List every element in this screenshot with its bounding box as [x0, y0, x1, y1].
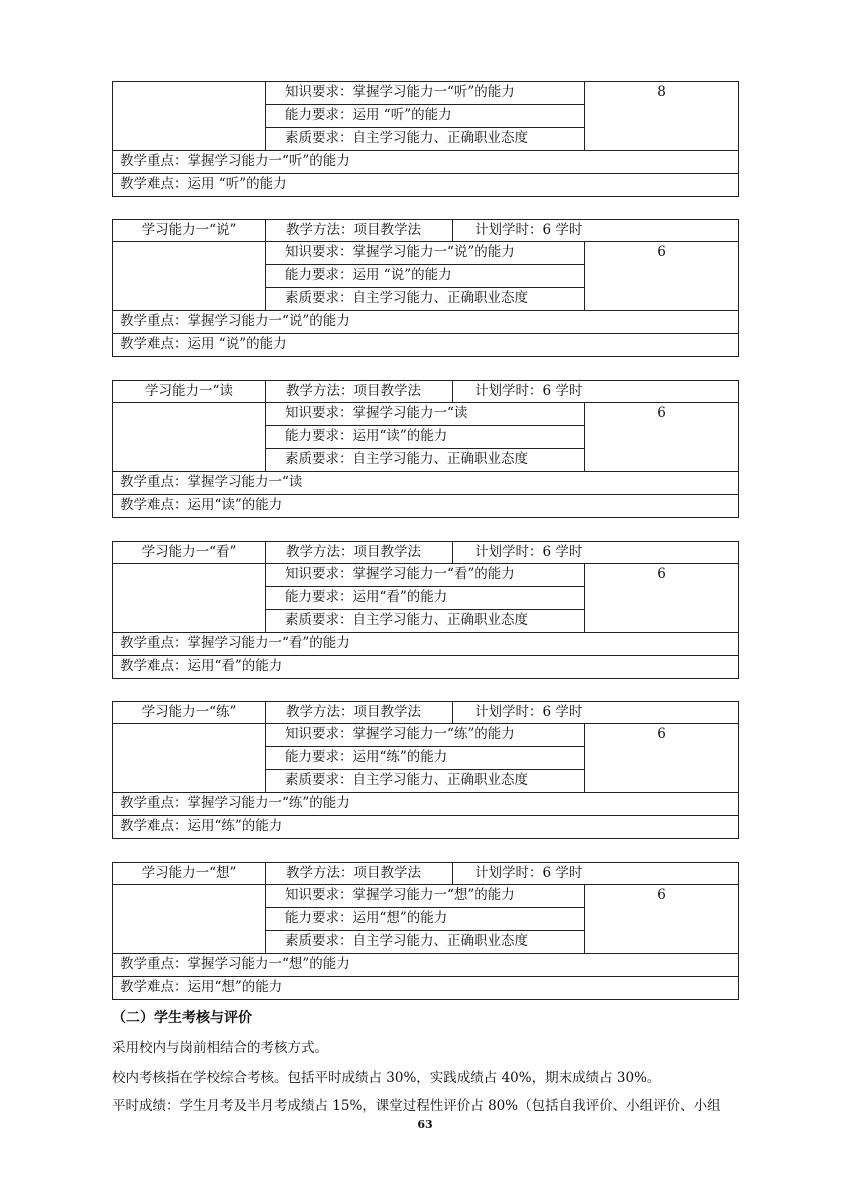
quality-requirement: 素质要求：自主学习能力、正确职业态度	[265, 287, 585, 311]
difficulty-row: 教学难点：运用 “说”的能力	[112, 333, 739, 357]
ability-requirement: 能力要求：运用“练”的能力	[265, 746, 585, 770]
difficulty-row: 教学难点：运用“看”的能力	[112, 655, 739, 679]
quality-requirement: 素质要求：自主学习能力、正确职业态度	[265, 930, 585, 954]
knowledge-requirement: 知识要求：掌握学习能力一“想”的能力	[265, 884, 585, 908]
planned-hours: 计划学时：6 学时	[452, 541, 739, 564]
unit-name-cell-empty	[112, 723, 266, 793]
knowledge-requirement: 知识要求：掌握学习能力一“说”的能力	[265, 241, 585, 265]
hours-value: 6	[584, 241, 739, 311]
key-point-row: 教学重点：掌握学习能力一“听”的能力	[112, 150, 739, 174]
key-point-row: 教学重点：掌握学习能力一“说”的能力	[112, 310, 739, 334]
difficulty-row: 教学难点：运用“读”的能力	[112, 494, 739, 518]
hours-value: 6	[584, 884, 739, 954]
key-point-row: 教学重点：掌握学习能力一“想”的能力	[112, 953, 739, 977]
unit-name-cell-empty	[112, 884, 266, 954]
paragraph-school-assessment: 校内考核指在学校综合考核。包括平时成绩占 30%，实践成绩占 40%，期末成绩占 30%。	[112, 1070, 661, 1086]
knowledge-requirement: 知识要求：掌握学习能力一“听”的能力	[265, 81, 585, 105]
quality-requirement: 素质要求：自主学习能力、正确职业态度	[265, 448, 585, 472]
unit-name: 学习能力一“说”	[112, 219, 266, 242]
teaching-method: 教学方法：项目教学法	[265, 701, 453, 724]
unit-name-cell-empty	[112, 81, 266, 151]
difficulty-row: 教学难点：运用“想”的能力	[112, 976, 739, 1000]
hours-value: 6	[584, 563, 739, 633]
knowledge-requirement: 知识要求：掌握学习能力一“练”的能力	[265, 723, 585, 747]
unit-name-cell-empty	[112, 241, 266, 311]
knowledge-requirement: 知识要求：掌握学习能力一“看”的能力	[265, 563, 585, 587]
ability-requirement: 能力要求：运用“看”的能力	[265, 586, 585, 610]
key-point-row: 教学重点：掌握学习能力一“读	[112, 471, 739, 495]
teaching-method: 教学方法：项目教学法	[265, 380, 453, 403]
difficulty-row: 教学难点：运用“练”的能力	[112, 815, 739, 839]
teaching-method: 教学方法：项目教学法	[265, 219, 453, 242]
planned-hours: 计划学时：6 学时	[452, 701, 739, 724]
ability-requirement: 能力要求：运用 “听”的能力	[265, 104, 585, 128]
teaching-method: 教学方法：项目教学法	[265, 862, 453, 885]
key-point-row: 教学重点：掌握学习能力一“看”的能力	[112, 632, 739, 656]
quality-requirement: 素质要求：自主学习能力、正确职业态度	[265, 609, 585, 633]
unit-name: 学习能力一“读	[112, 380, 266, 403]
quality-requirement: 素质要求：自主学习能力、正确职业态度	[265, 769, 585, 793]
ability-requirement: 能力要求：运用“想”的能力	[265, 907, 585, 931]
key-point-row: 教学重点：掌握学习能力一“练”的能力	[112, 792, 739, 816]
paragraph-regular-grades: 平时成绩：学生月考及半月考成绩占 15%，课堂过程性评价占 80%（包括自我评价、小组评价、小组	[112, 1098, 721, 1114]
planned-hours: 计划学时：6 学时	[452, 862, 739, 885]
hours-value: 6	[584, 723, 739, 793]
section-title: （二）学生考核与评价	[112, 1010, 252, 1026]
unit-name-cell-empty	[112, 563, 266, 633]
planned-hours: 计划学时：6 学时	[452, 380, 739, 403]
paragraph-assessment-method: 采用校内与岗前相结合的考核方式。	[112, 1040, 328, 1056]
unit-name: 学习能力一“练”	[112, 701, 266, 724]
unit-name: 学习能力一“想”	[112, 862, 266, 885]
planned-hours: 计划学时：6 学时	[452, 219, 739, 242]
teaching-method: 教学方法：项目教学法	[265, 541, 453, 564]
page-number: 63	[417, 1118, 433, 1131]
unit-name-cell-empty	[112, 402, 266, 472]
quality-requirement: 素质要求：自主学习能力、正确职业态度	[265, 127, 585, 151]
ability-requirement: 能力要求：运用“读”的能力	[265, 425, 585, 449]
ability-requirement: 能力要求：运用 “说”的能力	[265, 264, 585, 288]
difficulty-row: 教学难点：运用 “听”的能力	[112, 173, 739, 197]
hours-value: 6	[584, 402, 739, 472]
unit-name: 学习能力一“看”	[112, 541, 266, 564]
hours-value: 8	[584, 81, 739, 151]
knowledge-requirement: 知识要求：掌握学习能力一“读	[265, 402, 585, 426]
